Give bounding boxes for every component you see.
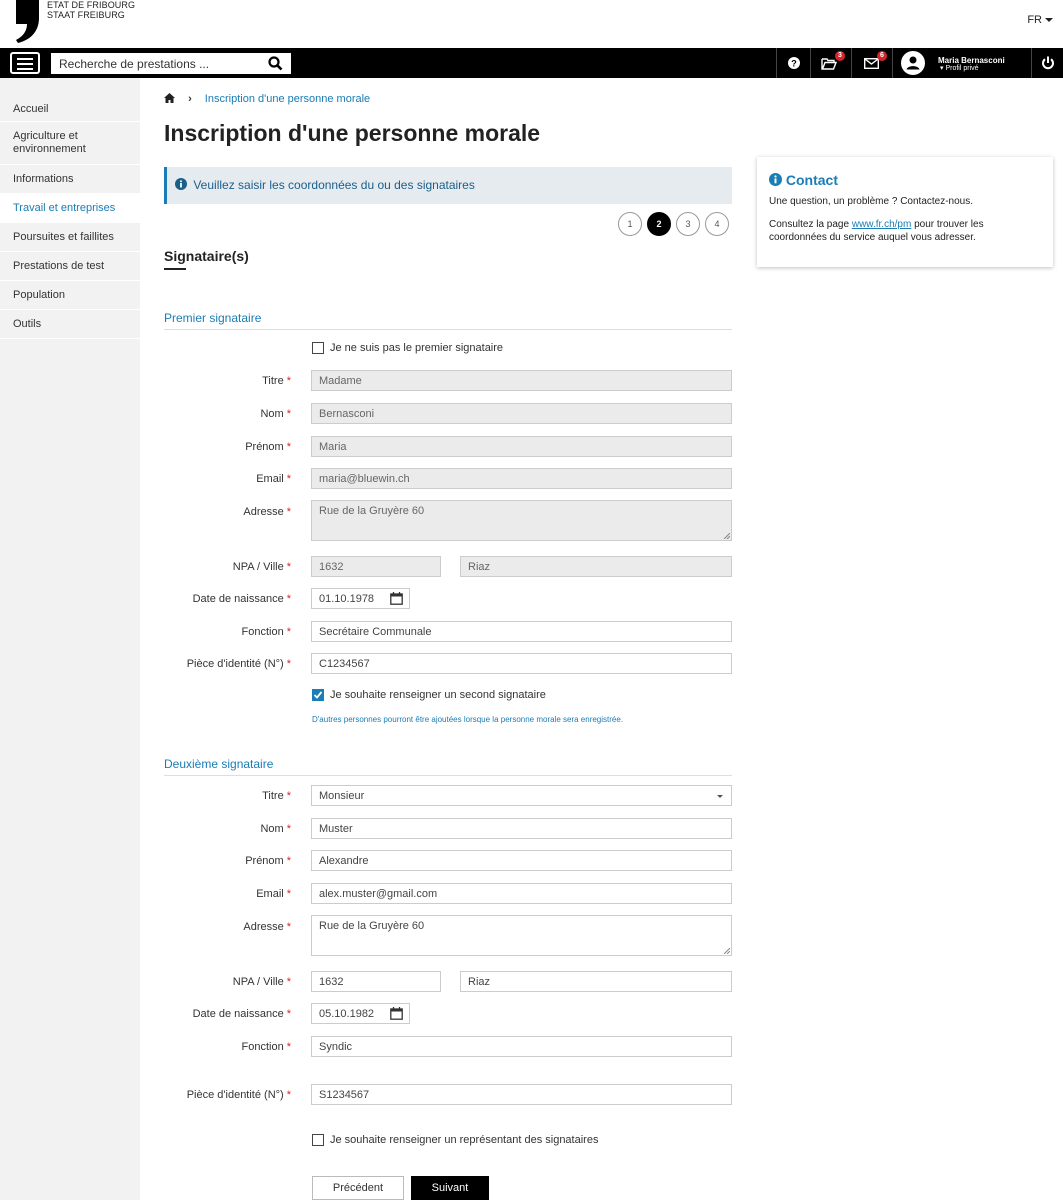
second-titre-select[interactable] — [311, 785, 732, 806]
info-banner — [164, 167, 732, 204]
comma-logo-icon — [14, 0, 40, 44]
second-titre-value: Monsieur — [319, 790, 365, 802]
fribourg-logo[interactable] — [6, 0, 136, 44]
main-navbar — [0, 48, 1063, 78]
second-signatory-checkbox[interactable] — [312, 689, 324, 701]
sidebar-item-poursuites[interactable]: Poursuites et faillites — [0, 223, 140, 252]
help-button[interactable] — [776, 48, 810, 78]
additional-persons-note: D'autres personnes pourront être ajoutées lorsque la personne morale sera enregistrée. — [312, 715, 624, 724]
field-label-npa — [233, 561, 291, 573]
caret-down-icon — [1045, 18, 1053, 22]
required-marker: * — [286, 593, 291, 605]
contact-question: Une question, un problème ? Contactez-nous. — [769, 196, 974, 207]
required-marker: * — [286, 855, 291, 867]
second-prenom-field[interactable]: Alexandre — [311, 850, 732, 871]
sidebar-item-population[interactable]: Population — [0, 281, 140, 310]
second-adresse-value: Rue de la Gruyère 60 — [319, 920, 425, 932]
contact-card — [757, 157, 1053, 267]
profile-type[interactable] — [940, 65, 979, 73]
representative-checkbox[interactable] — [312, 1134, 324, 1146]
second-naissance-field[interactable] — [311, 1003, 410, 1024]
breadcrumb — [164, 93, 370, 105]
sidebar-item-accueil[interactable]: Accueil — [0, 92, 140, 122]
label-text: Email — [256, 473, 284, 485]
logo-text — [47, 0, 135, 20]
second-naissance-value: 05.10.1982 — [319, 1008, 375, 1020]
label-text: Nom — [260, 408, 284, 420]
field-label-npa — [233, 976, 291, 988]
section-title: Signataire(s) — [164, 248, 249, 264]
required-marker: * — [286, 561, 291, 573]
required-marker: * — [286, 790, 291, 802]
label-text: Pièce d'identité (N°) — [186, 658, 284, 670]
field-label-email — [256, 888, 291, 900]
required-marker: * — [286, 506, 291, 518]
first-prenom-field[interactable]: Maria — [311, 436, 732, 457]
search-input[interactable] — [51, 53, 251, 74]
folder-open-icon — [821, 57, 837, 70]
label-text: Email — [256, 888, 284, 900]
required-marker: * — [286, 888, 291, 900]
label-text: NPA / Ville — [232, 976, 284, 988]
label-text: Date de naissance — [192, 1008, 284, 1020]
field-label-prenom — [245, 441, 291, 453]
step-2: 2 — [647, 212, 671, 236]
step-1: 1 — [618, 212, 642, 236]
svg-text:?: ? — [791, 58, 797, 69]
contact-link[interactable]: www.fr.ch/pm — [851, 219, 912, 230]
divider — [164, 775, 732, 776]
label-text: Pièce d'identité (N°) — [186, 1089, 284, 1101]
question-circle-icon — [788, 57, 800, 69]
label-text: Adresse — [243, 921, 284, 933]
required-marker: * — [286, 823, 291, 835]
hamburger-icon-bar — [17, 68, 33, 70]
required-marker: * — [286, 626, 291, 638]
folder-badge: 3 — [835, 51, 845, 61]
required-marker: * — [286, 375, 291, 387]
divider — [164, 329, 732, 330]
documents-button[interactable] — [810, 48, 851, 78]
label-text: Titre — [262, 375, 284, 387]
first-naissance-field[interactable] — [311, 588, 410, 609]
field-label-email — [256, 473, 291, 485]
contact-text-after: pour trouver les coordonnées du service auquel vous adresser. — [769, 219, 984, 243]
field-label-naissance — [193, 1008, 291, 1020]
field-label-nom — [260, 823, 291, 835]
label-text: Titre — [262, 790, 284, 802]
next-button[interactable]: Suivant — [411, 1176, 489, 1200]
field-label-piece — [187, 1089, 291, 1101]
second-fonction-field[interactable]: Syndic — [311, 1036, 732, 1057]
required-marker: * — [286, 658, 291, 670]
contact-title-text: Contact — [785, 172, 839, 188]
field-label-fonction — [242, 626, 291, 638]
contact-text-before: Consultez la page — [769, 219, 852, 230]
label-text: Date de naissance — [192, 593, 284, 605]
language-selector[interactable] — [1027, 14, 1053, 26]
second-piece-field[interactable]: S1234567 — [311, 1084, 732, 1105]
required-marker: * — [286, 1089, 291, 1101]
hamburger-icon-bar — [17, 63, 33, 65]
calendar-icon[interactable] — [390, 592, 403, 605]
first-npa-field[interactable]: 1632 — [311, 556, 441, 577]
first-titre-field[interactable]: Madame — [311, 370, 732, 391]
sidebar-item-agriculture[interactable]: Agriculture et environnement — [0, 122, 140, 165]
info-circle-icon — [769, 173, 782, 186]
first-adresse-field[interactable] — [311, 500, 732, 541]
required-marker: * — [286, 473, 291, 485]
check-icon — [313, 690, 323, 700]
representative-label: Je souhaite renseigner un représentant des signataires — [330, 1134, 599, 1146]
second-nom-field[interactable]: Muster — [311, 818, 732, 839]
menu-button[interactable] — [10, 52, 40, 74]
label-text: Prénom — [245, 855, 284, 867]
hamburger-icon-bar — [17, 58, 33, 60]
required-marker: * — [286, 441, 291, 453]
envelope-icon — [864, 58, 879, 69]
label-text: NPA / Ville — [232, 561, 284, 573]
logout-button[interactable] — [1031, 48, 1063, 78]
info-text: Veuillez saisir les coordonnées du ou des signataires — [193, 178, 475, 192]
field-label-naissance — [193, 593, 291, 605]
second-signatory-title: Deuxième signataire — [164, 757, 274, 771]
top-header — [0, 0, 1063, 48]
second-signatory-label: Je souhaite renseigner un second signataire — [330, 689, 546, 701]
second-email-field[interactable]: alex.muster@gmail.com — [311, 883, 732, 904]
sidebar-item-travail[interactable]: Travail et entreprises — [0, 194, 140, 223]
required-marker: * — [286, 976, 291, 988]
contact-title — [769, 172, 838, 188]
label-text: Fonction — [241, 626, 284, 638]
first-ville-field[interactable]: Riaz — [460, 556, 732, 577]
calendar-icon[interactable] — [390, 1007, 403, 1020]
logo-line1: ETAT DE FRIBOURG — [47, 0, 136, 10]
first-signatory-title: Premier signataire — [164, 311, 262, 325]
caret-down-icon: ▾ — [940, 65, 946, 72]
first-naissance-value: 01.10.1978 — [319, 593, 375, 605]
required-marker: * — [286, 408, 291, 420]
required-marker: * — [286, 921, 291, 933]
first-piece-field[interactable]: C1234567 — [311, 653, 732, 674]
home-icon[interactable] — [164, 93, 175, 103]
second-ville-field[interactable]: Riaz — [460, 971, 732, 992]
second-npa-field[interactable]: 1632 — [311, 971, 441, 992]
user-avatar-icon — [901, 51, 925, 75]
language-label: FR — [1027, 14, 1042, 26]
contact-instructions — [769, 218, 1039, 244]
resize-grip-icon[interactable] — [724, 533, 730, 539]
previous-button[interactable]: Précédent — [312, 1176, 404, 1200]
sidebar — [0, 78, 140, 1200]
sidebar-item-informations[interactable]: Informations — [0, 165, 140, 194]
info-circle-icon — [175, 178, 187, 190]
chevron-right-icon: › — [188, 93, 192, 105]
sidebar-item-outils[interactable]: Outils — [0, 310, 140, 339]
search-box — [51, 53, 291, 74]
field-label-adresse — [243, 921, 291, 933]
label-text: Adresse — [243, 506, 284, 518]
first-nom-field[interactable]: Bernasconi — [311, 403, 732, 424]
not-first-label: Je ne suis pas le premier signataire — [330, 342, 504, 354]
required-marker: * — [286, 1008, 291, 1020]
caret-down-icon — [717, 795, 723, 798]
field-label-titre — [262, 375, 291, 387]
first-adresse-value: Rue de la Gruyère 60 — [319, 505, 425, 517]
label-text: Nom — [260, 823, 284, 835]
field-label-fonction — [242, 1041, 291, 1053]
field-label-prenom — [245, 855, 291, 867]
profile-label: Profil privé — [945, 65, 979, 72]
step-4: 4 — [705, 212, 729, 236]
power-icon — [1041, 56, 1055, 70]
second-adresse-field[interactable] — [311, 915, 732, 956]
logo-line2: STAAT FREIBURG — [47, 10, 125, 20]
not-first-checkbox[interactable] — [312, 342, 324, 354]
field-label-adresse — [243, 506, 291, 518]
first-fonction-field[interactable]: Secrétaire Communale — [311, 621, 732, 642]
field-label-titre — [262, 790, 291, 802]
label-text: Fonction — [241, 1041, 284, 1053]
search-icon[interactable] — [268, 56, 283, 71]
page-title: Inscription d'une personne morale — [164, 120, 541, 146]
required-marker: * — [286, 1041, 291, 1053]
resize-grip-icon[interactable] — [724, 948, 730, 954]
messages-button[interactable] — [851, 48, 892, 78]
field-label-nom — [260, 408, 291, 420]
sidebar-item-prestations-test[interactable]: Prestations de test — [0, 252, 140, 281]
field-label-piece — [187, 658, 291, 670]
mail-badge: 6 — [877, 51, 887, 61]
step-3: 3 — [676, 212, 700, 236]
section-underline — [164, 268, 186, 270]
breadcrumb-current[interactable]: Inscription d'une personne morale — [204, 93, 371, 105]
user-name: Maria Bernasconi — [938, 56, 1005, 65]
label-text: Prénom — [245, 441, 284, 453]
first-email-field[interactable]: maria@bluewin.ch — [311, 468, 732, 489]
